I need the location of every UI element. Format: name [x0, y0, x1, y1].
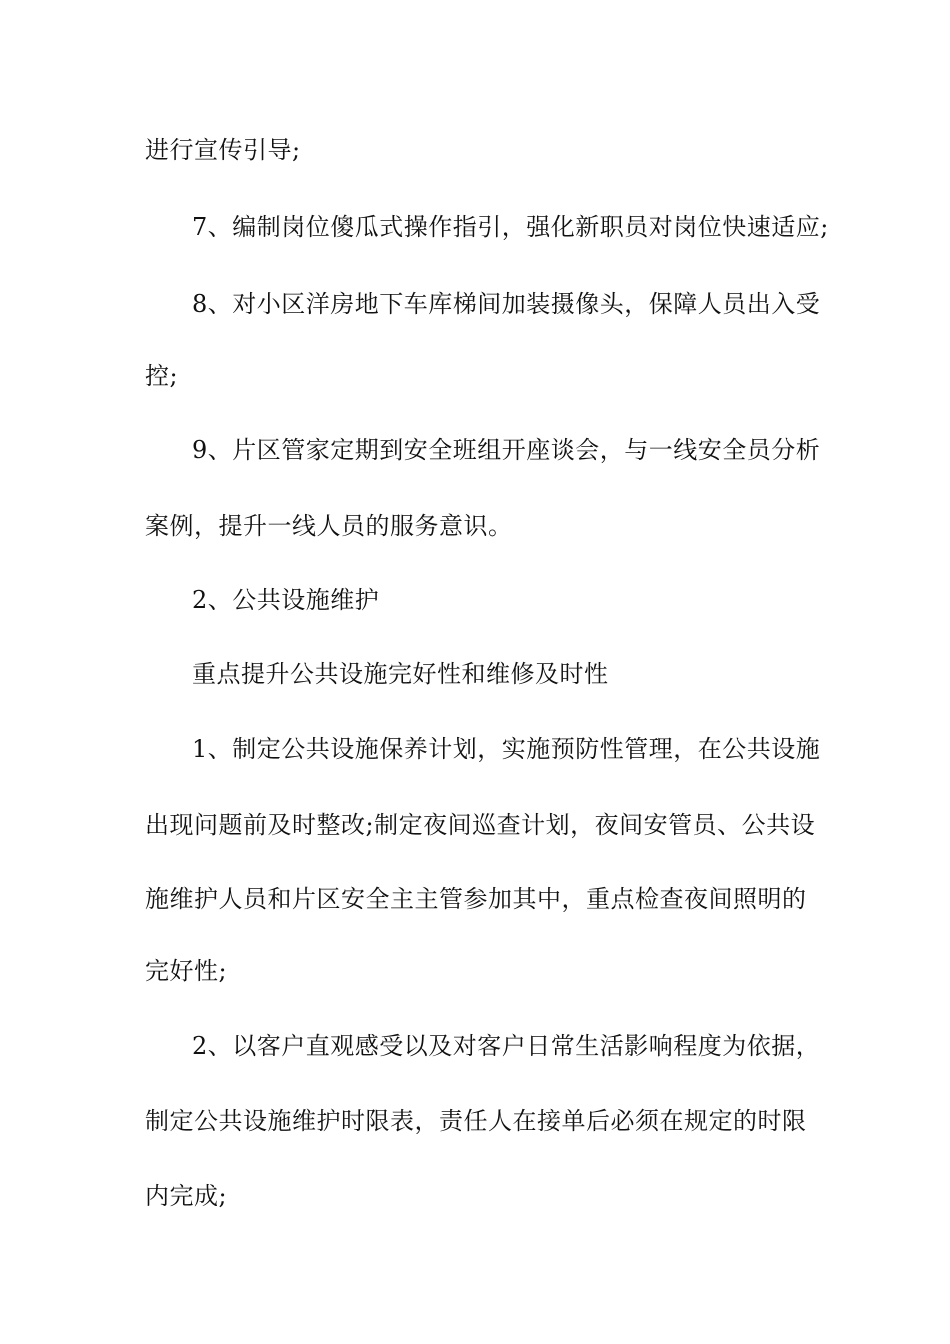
text-line-6: 案例，提升一线人员的服务意识。 [145, 512, 513, 540]
text-line-2: 7、编制岗位傻瓜式操作指引，强化新职员对岗位快速适应; [192, 213, 829, 241]
text-line-14: 制定公共设施维护时限表，责任人在接单后必须在规定的时限 [145, 1107, 807, 1135]
text-line-10: 出现问题前及时整改;制定夜间巡查计划，夜间安管员、公共设 [145, 811, 816, 839]
text-line-3: 8、对小区洋房地下车库梯间加装摄像头，保障人员出入受 [192, 290, 821, 318]
text-line-15: 内完成; [145, 1182, 228, 1210]
section-subtitle: 重点提升公共设施完好性和维修及时性 [192, 660, 609, 688]
section-heading: 2、公共设施维护 [192, 586, 380, 614]
text-line-12: 完好性; [145, 957, 228, 985]
text-line-5: 9、片区管家定期到安全班组开座谈会，与一线安全员分析 [192, 436, 821, 464]
text-line-4: 控; [145, 362, 179, 390]
text-line-1: 进行宣传引导; [145, 136, 301, 164]
text-line-13: 2、以客户直观感受以及对客户日常生活影响程度为依据， [192, 1032, 821, 1060]
text-line-11: 施维护人员和片区安全主主管参加其中，重点检查夜间照明的 [145, 885, 807, 913]
text-line-9: 1、制定公共设施保养计划，实施预防性管理，在公共设施 [192, 735, 821, 763]
